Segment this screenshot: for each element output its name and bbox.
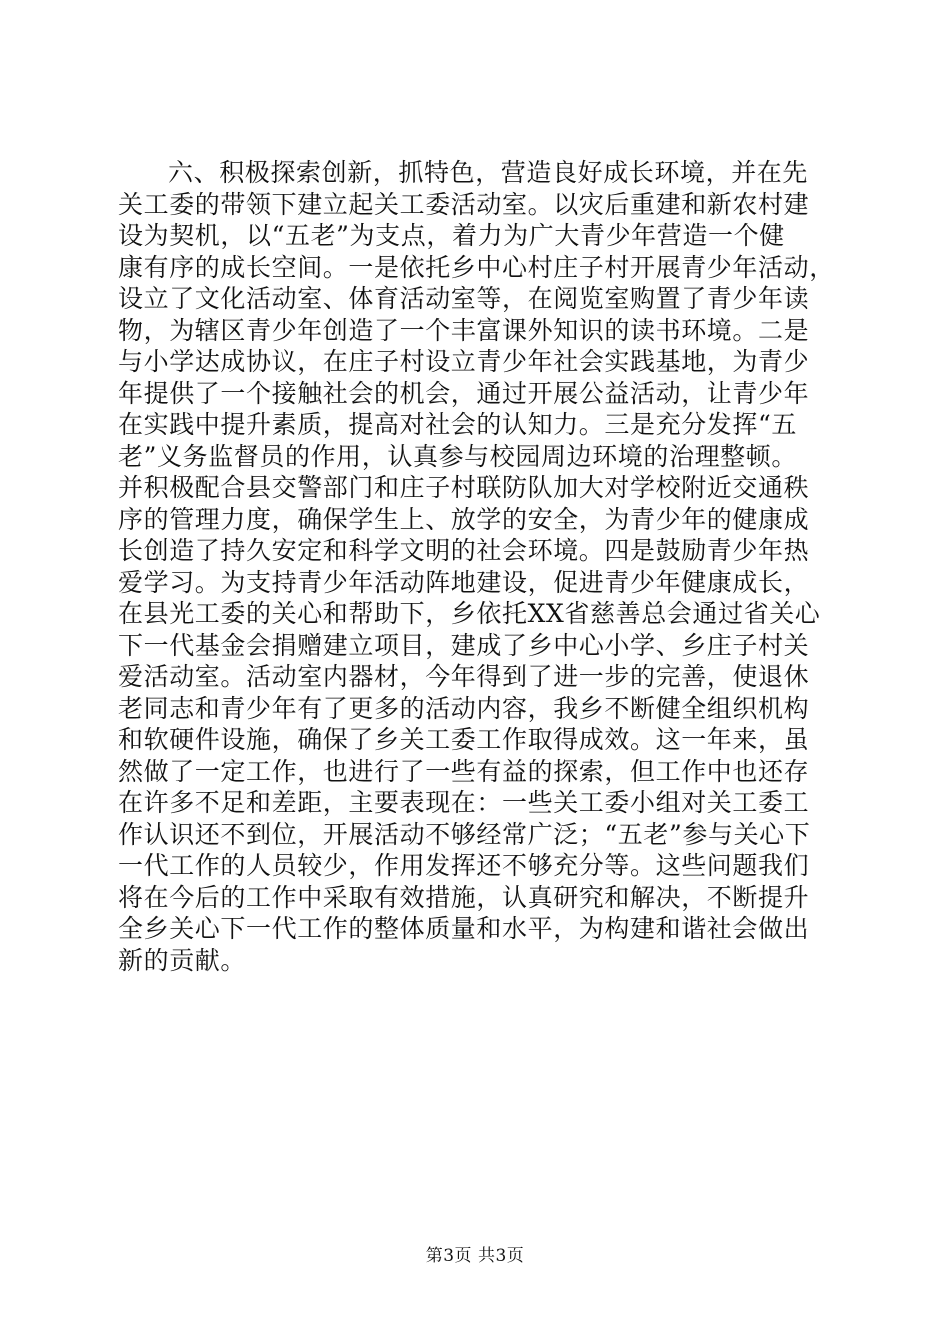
text-line: 并积极配合县交警部门和庄子村联防队加大对学校附近交通秩: [118, 473, 810, 502]
text-line: 爱学习。为支持青少年活动阵地建设，促进青少年健康成长，: [118, 567, 810, 597]
body-paragraph: [118, 157, 838, 976]
text-line: 老同志和青少年有了更多的活动内容，我乡不断健全组织机构: [118, 693, 810, 723]
text-line: 六、积极探索创新，抓特色，营造良好成长环境，并在先: [168, 158, 809, 187]
text-line: 长创造了持久安定和科学文明的社会环境。四是鼓励青少年热: [118, 536, 810, 565]
text-line: 与小学达成协议，在庄子村设立青少年社会实践基地，为青少: [118, 347, 810, 376]
text-line: 在许多不足和差距，主要表现在：一些关工委小组对关工委工: [118, 788, 810, 817]
text-line: 康有序的成长空间。一是依托乡中心村庄子村开展青少年活动，: [118, 252, 835, 282]
text-line: 老”义务监督员的作用，认真参与校园周边环境的治理整顿。: [118, 441, 797, 471]
text-line: 下一代基金会捐赠建立项目，建成了乡中心小学、乡庄子村关: [118, 630, 810, 660]
text-line: 作认识还不到位，开展活动不够经常广泛；“五老”参与关心下: [118, 819, 811, 849]
page-number-footer: 第3页 共3页: [425, 1246, 525, 1266]
text-line: 和软硬件设施，确保了乡关工委工作取得成效。这一年来，虽: [118, 725, 810, 754]
text-line: 序的管理力度，确保学生上、放学的安全，为青少年的健康成: [118, 504, 810, 534]
text-line: 在县光工委的关心和帮助下，乡依托XX省慈善总会通过省关心: [118, 599, 821, 628]
text-line: 一代工作的人员较少，作用发挥还不够充分等。这些问题我们: [118, 851, 810, 880]
text-line: 物，为辖区青少年创造了一个丰富课外知识的读书环境。二是: [118, 315, 810, 345]
text-line: 新的贡献。: [118, 945, 247, 975]
text-line: 然做了一定工作，也进行了一些有益的探索，但工作中也还存: [118, 756, 810, 786]
text-line: 爱活动室。活动室内器材，今年得到了进一步的完善，使退休: [118, 662, 810, 691]
text-line: 年提供了一个接触社会的机会，通过开展公益活动，让青少年: [118, 378, 810, 408]
text-line: 将在今后的工作中采取有效措施，认真研究和解决，不断提升: [118, 882, 810, 912]
text-line: 全乡关心下一代工作的整体质量和水平，为构建和谐社会做出: [118, 914, 810, 943]
text-line: 设为契机，以“五老”为支点，着力为广大青少年营造一个健: [118, 221, 785, 250]
text-line: 在实践中提升素质，提高对社会的认知力。三是充分发挥“五: [118, 410, 797, 439]
text-line: 设立了文化活动室、体育活动室等，在阅览室购置了青少年读: [118, 284, 810, 313]
text-line: 关工委的带领下建立起关工委活动室。以灾后重建和新农村建: [118, 189, 810, 219]
